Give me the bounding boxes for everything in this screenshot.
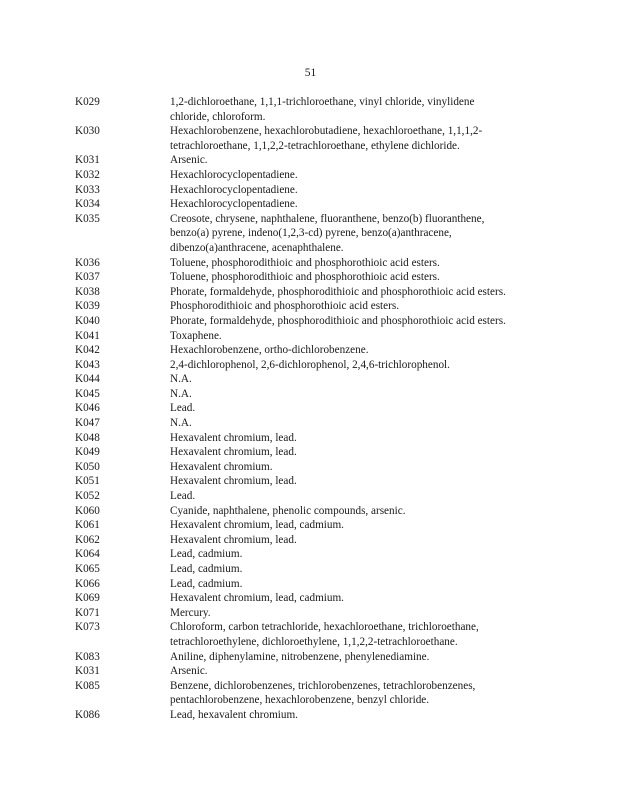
list-item xyxy=(75,679,555,708)
description-line: Chloroform, carbon tetrachloride, hexachloroethane, trichloroethane, xyxy=(170,621,479,634)
constituent-description xyxy=(170,577,555,592)
list-item xyxy=(75,416,555,431)
constituent-description xyxy=(170,343,555,358)
description-line: Lead. xyxy=(170,402,196,415)
description-line: Hexavalent chromium, lead. xyxy=(170,475,297,488)
description-line: Toluene, phosphorodithioic and phosphorothioic acid esters. xyxy=(170,256,440,269)
description-line: Toxaphene. xyxy=(170,329,222,342)
list-item xyxy=(75,664,555,679)
constituent-description xyxy=(170,329,555,344)
waste-code: K037 xyxy=(75,271,100,284)
constituent-description xyxy=(170,591,555,606)
list-item xyxy=(75,650,555,665)
description-line: pentachlorobenzene, hexachlorobenzene, benzyl chloride. xyxy=(170,694,430,707)
constituent-description xyxy=(170,679,555,708)
constituent-description xyxy=(170,489,555,504)
description-line: Arsenic. xyxy=(170,154,208,167)
constituent-description xyxy=(170,445,555,460)
description-line: Lead, cadmium. xyxy=(170,548,243,561)
waste-code: K086 xyxy=(75,708,100,721)
list-item xyxy=(75,474,555,489)
waste-code: K044 xyxy=(75,373,100,386)
constituent-description xyxy=(170,372,555,387)
list-item xyxy=(75,358,555,373)
constituent-description xyxy=(170,708,555,723)
description-line: Arsenic. xyxy=(170,665,208,678)
waste-code: K062 xyxy=(75,533,100,546)
waste-code: K051 xyxy=(75,475,100,488)
constituent-description xyxy=(170,533,555,548)
constituent-description xyxy=(170,153,555,168)
description-line: chloride, chloroform. xyxy=(170,110,266,123)
list-item xyxy=(75,314,555,329)
description-line: N.A. xyxy=(170,387,192,400)
list-item xyxy=(75,401,555,416)
waste-code: K031 xyxy=(75,665,100,678)
waste-code: K061 xyxy=(75,519,100,532)
constituent-description xyxy=(170,547,555,562)
waste-code: K048 xyxy=(75,431,100,444)
description-line: Lead, hexavalent chromium. xyxy=(170,708,298,721)
list-item xyxy=(75,168,555,183)
description-line: Hexavalent chromium, lead. xyxy=(170,446,297,459)
constituent-description xyxy=(170,401,555,416)
list-item xyxy=(75,285,555,300)
waste-code: K032 xyxy=(75,168,100,181)
constituent-description xyxy=(170,474,555,489)
waste-code: K060 xyxy=(75,504,100,517)
waste-code: K069 xyxy=(75,592,100,605)
description-line: Phorate, formaldehyde, phosphorodithioic and phosphorothioic acid esters. xyxy=(170,285,506,298)
waste-code: K046 xyxy=(75,402,100,415)
list-item xyxy=(75,562,555,577)
list-item xyxy=(75,547,555,562)
description-line: Lead. xyxy=(170,490,196,503)
constituent-description xyxy=(170,562,555,577)
description-line: Hexachlorocyclopentadiene. xyxy=(170,183,298,196)
description-line: tetrachloroethane, 1,1,2,2-tetrachloroethane, ethylene dichloride. xyxy=(170,139,460,152)
waste-code: K073 xyxy=(75,621,100,634)
list-item xyxy=(75,431,555,446)
description-line: Phorate, formaldehyde, phosphorodithioic and phosphorothioic acid esters. xyxy=(170,314,506,327)
list-item xyxy=(75,183,555,198)
description-line: Hexachlorocyclopentadiene. xyxy=(170,198,298,211)
constituent-description xyxy=(170,358,555,373)
list-item xyxy=(75,591,555,606)
waste-code: K050 xyxy=(75,460,100,473)
list-item xyxy=(75,197,555,212)
list-item xyxy=(75,518,555,533)
waste-code: K049 xyxy=(75,446,100,459)
waste-code: K039 xyxy=(75,300,100,313)
constituent-description xyxy=(170,183,555,198)
waste-code: K034 xyxy=(75,198,100,211)
waste-constituent-list xyxy=(75,95,555,723)
waste-code: K066 xyxy=(75,577,100,590)
constituent-description xyxy=(170,416,555,431)
description-line: N.A. xyxy=(170,417,192,430)
description-line: Toluene, phosphorodithioic and phosphorothioic acid esters. xyxy=(170,271,440,284)
waste-code: K040 xyxy=(75,314,100,327)
waste-code: K042 xyxy=(75,344,100,357)
waste-code: K043 xyxy=(75,358,100,371)
constituent-description xyxy=(170,285,555,300)
constituent-description xyxy=(170,124,555,153)
list-item xyxy=(75,387,555,402)
list-item xyxy=(75,504,555,519)
constituent-description xyxy=(170,664,555,679)
description-line: Aniline, diphenylamine, nitrobenzene, phenylenediamine. xyxy=(170,650,430,663)
page-number xyxy=(0,66,619,81)
list-item xyxy=(75,270,555,285)
waste-code: K065 xyxy=(75,563,100,575)
list-item xyxy=(75,212,555,256)
list-item xyxy=(75,606,555,621)
waste-code: K036 xyxy=(75,256,100,269)
waste-code: K071 xyxy=(75,606,100,619)
list-item xyxy=(75,153,555,168)
constituent-description xyxy=(170,518,555,533)
description-line: benzo(a) pyrene, indeno(1,2,3-cd) pyrene, benzo(a)anthracene, xyxy=(170,227,452,240)
constituent-description xyxy=(170,270,555,285)
description-line: Lead, cadmium. xyxy=(170,577,243,590)
constituent-description xyxy=(170,256,555,271)
waste-code: K047 xyxy=(75,417,100,430)
description-line: Creosote, chrysene, naphthalene, fluoranthene, benzo(b) fluoranthene, xyxy=(170,212,485,225)
constituent-description xyxy=(170,168,555,183)
constituent-description xyxy=(170,650,555,665)
constituent-description xyxy=(170,460,555,475)
constituent-description xyxy=(170,95,555,124)
description-line: Hexachlorobenzene, hexachlorobutadiene, hexachloroethane, 1,1,1,2- xyxy=(170,125,483,138)
constituent-description xyxy=(170,504,555,519)
list-item xyxy=(75,329,555,344)
waste-code: K029 xyxy=(75,96,100,108)
description-line: tetrachloroethylene, dichloroethylene, 1,1,2,2-tetrachloroethane. xyxy=(170,635,458,648)
constituent-description xyxy=(170,197,555,212)
waste-code: K031 xyxy=(75,154,100,167)
list-item xyxy=(75,460,555,475)
list-item xyxy=(75,95,555,124)
description-line: Hexavalent chromium, lead. xyxy=(170,431,297,444)
description-line: 2,4-dichlorophenol, 2,6-dichlorophenol, 2,4,6-trichlorophenol. xyxy=(170,358,450,371)
description-line: Lead, cadmium. xyxy=(170,563,243,575)
list-item xyxy=(75,445,555,460)
description-line: Cyanide, naphthalene, phenolic compounds, arsenic. xyxy=(170,504,406,517)
waste-code: K033 xyxy=(75,183,100,196)
constituent-description xyxy=(170,606,555,621)
description-line: 1,2-dichloroethane, 1,1,1-trichloroethane, vinyl chloride, vinylidene xyxy=(170,96,475,108)
description-line: N.A. xyxy=(170,373,192,386)
waste-code: K052 xyxy=(75,490,100,503)
description-line: Hexavalent chromium, lead. xyxy=(170,533,297,546)
constituent-description xyxy=(170,431,555,446)
page-number-text: 51 xyxy=(304,67,317,79)
description-line: Hexavalent chromium. xyxy=(170,460,273,473)
description-line: Benzene, dichlorobenzenes, trichlorobenzenes, tetrachlorobenzenes, xyxy=(170,679,476,692)
waste-code: K064 xyxy=(75,548,100,561)
waste-code: K030 xyxy=(75,125,100,138)
list-item xyxy=(75,620,555,649)
description-line: Hexavalent chromium, lead, cadmium. xyxy=(170,592,344,605)
description-line: Hexachlorocyclopentadiene. xyxy=(170,168,298,181)
list-item xyxy=(75,124,555,153)
description-line: Hexachlorobenzene, ortho-dichlorobenzene. xyxy=(170,344,369,357)
waste-code: K085 xyxy=(75,679,100,692)
constituent-description xyxy=(170,299,555,314)
list-item xyxy=(75,372,555,387)
waste-code: K035 xyxy=(75,212,100,225)
waste-code: K041 xyxy=(75,329,100,342)
description-line: Hexavalent chromium, lead, cadmium. xyxy=(170,519,344,532)
constituent-description xyxy=(170,212,555,256)
description-line: dibenzo(a)anthracene, acenaphthalene. xyxy=(170,241,344,254)
list-item xyxy=(75,577,555,592)
waste-code: K083 xyxy=(75,650,100,663)
constituent-description xyxy=(170,620,555,649)
description-line: Phosphorodithioic and phosphorothioic acid esters. xyxy=(170,300,399,313)
waste-code: K038 xyxy=(75,285,100,298)
waste-code: K045 xyxy=(75,387,100,400)
description-line: Mercury. xyxy=(170,606,211,619)
list-item xyxy=(75,533,555,548)
list-item xyxy=(75,299,555,314)
list-item xyxy=(75,256,555,271)
list-item xyxy=(75,343,555,358)
constituent-description xyxy=(170,387,555,402)
list-item xyxy=(75,489,555,504)
constituent-description xyxy=(170,314,555,329)
list-item xyxy=(75,708,555,723)
